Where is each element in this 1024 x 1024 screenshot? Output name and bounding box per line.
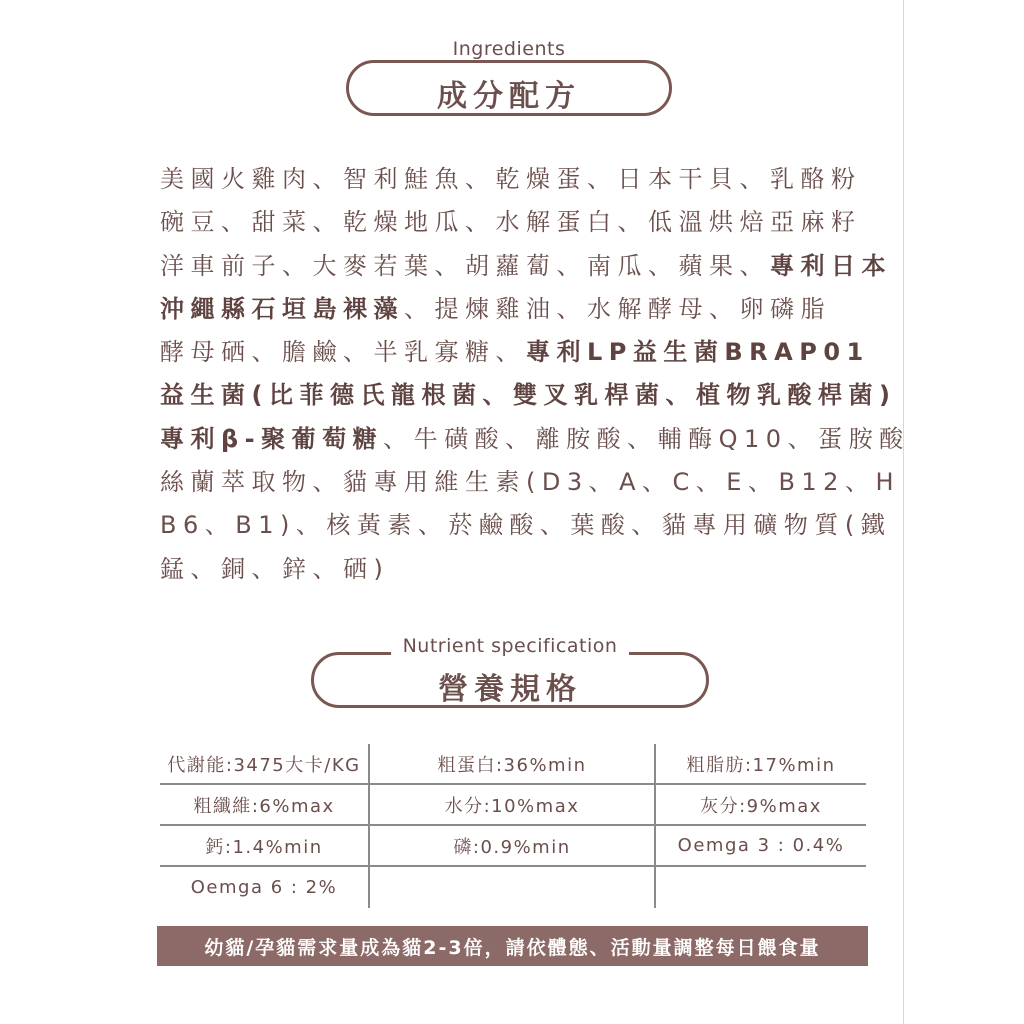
ingredient-highlight: 沖繩縣石垣島裸藻 bbox=[160, 294, 404, 323]
table-cell: 水分:10%max bbox=[370, 785, 656, 824]
ingredient-highlight: 專利β-聚葡萄糖 bbox=[160, 424, 384, 453]
table-row bbox=[160, 867, 866, 908]
ingredient-line bbox=[160, 288, 880, 331]
ingredient-line bbox=[160, 374, 897, 417]
feeding-note-banner: 幼貓/孕貓需求量成為貓2-3倍，請依體態、活動量調整每日餵食量 bbox=[157, 926, 868, 966]
ingredient-line bbox=[160, 418, 910, 461]
table-cell: Oemga 3 : 0.4% bbox=[677, 835, 845, 856]
table-cell: 代謝能:3475大卡/KG bbox=[160, 744, 370, 783]
ingredient-text: 洋車前子、大麥若葉、胡蘿蔔、南瓜、蘋果、 bbox=[160, 251, 770, 280]
nutrient-title-en: Nutrient specification bbox=[311, 635, 709, 657]
ingredient-highlight: 專利日本 bbox=[770, 251, 892, 280]
ingredient-text: 絲蘭萃取物、貓專用維生素(D3、A、C、E、B12、H bbox=[160, 468, 901, 497]
ingredient-highlight: 益生菌(比菲德氏龍根菌、雙叉乳桿菌、植物乳酸桿菌) bbox=[160, 381, 897, 410]
table-cell: 粗纖維:6%max bbox=[160, 785, 370, 824]
table-row bbox=[160, 744, 866, 785]
table-cell: 磷:0.9%min bbox=[370, 826, 656, 865]
ingredient-line bbox=[160, 504, 892, 547]
table-cell bbox=[370, 867, 656, 908]
ingredients-header bbox=[346, 36, 672, 118]
ingredient-line bbox=[160, 245, 892, 288]
ingredient-line bbox=[160, 331, 880, 374]
table-cell: 粗脂肪:17%min bbox=[686, 754, 836, 776]
table-cell: 灰分:9%max bbox=[700, 795, 822, 817]
table-row bbox=[160, 826, 866, 867]
ingredient-text: 、牛磺酸、離胺酸、輔酶Q10、蛋胺酸 bbox=[383, 424, 910, 453]
ingredients-title-zh: 成分配方 bbox=[437, 79, 581, 114]
table-row bbox=[160, 785, 866, 826]
ingredient-line bbox=[160, 201, 880, 244]
table-cell: 鈣:1.4%min bbox=[160, 826, 370, 865]
ingredient-text: 錳、銅、鋅、硒) bbox=[160, 554, 390, 583]
nutrient-table bbox=[160, 744, 866, 908]
ingredient-text: 碗豆、甜菜、乾燥地瓜、水解蛋白、低溫烘焙亞麻籽 bbox=[160, 208, 862, 237]
nutrient-title-zh: 營養規格 bbox=[438, 672, 582, 707]
ingredients-title-en: Ingredients bbox=[346, 38, 672, 60]
ingredient-line bbox=[160, 461, 901, 504]
nutrient-header bbox=[311, 630, 709, 712]
ingredient-text: B6、B1)、核黃素、菸鹼酸、葉酸、貓專用礦物質(鐵 bbox=[160, 511, 892, 540]
ingredients-list bbox=[160, 158, 910, 591]
table-cell: 粗蛋白:36%min bbox=[370, 744, 656, 783]
ingredient-text: 、提煉雞油、水解酵母、卵磷脂 bbox=[404, 294, 831, 323]
ingredient-highlight: 專利LP益生菌BRAP01 bbox=[526, 338, 870, 367]
ingredient-line bbox=[160, 548, 880, 591]
page-edge-divider bbox=[903, 0, 904, 1024]
ingredient-text: 美國火雞肉、智利鮭魚、乾燥蛋、日本干貝、乳酪粉 bbox=[160, 165, 862, 193]
table-cell: Oemga 6 : 2% bbox=[160, 867, 370, 908]
ingredient-line bbox=[160, 158, 880, 201]
ingredient-text: 酵母硒、膽鹼、半乳寡糖、 bbox=[160, 338, 526, 367]
table-cell bbox=[656, 867, 866, 908]
